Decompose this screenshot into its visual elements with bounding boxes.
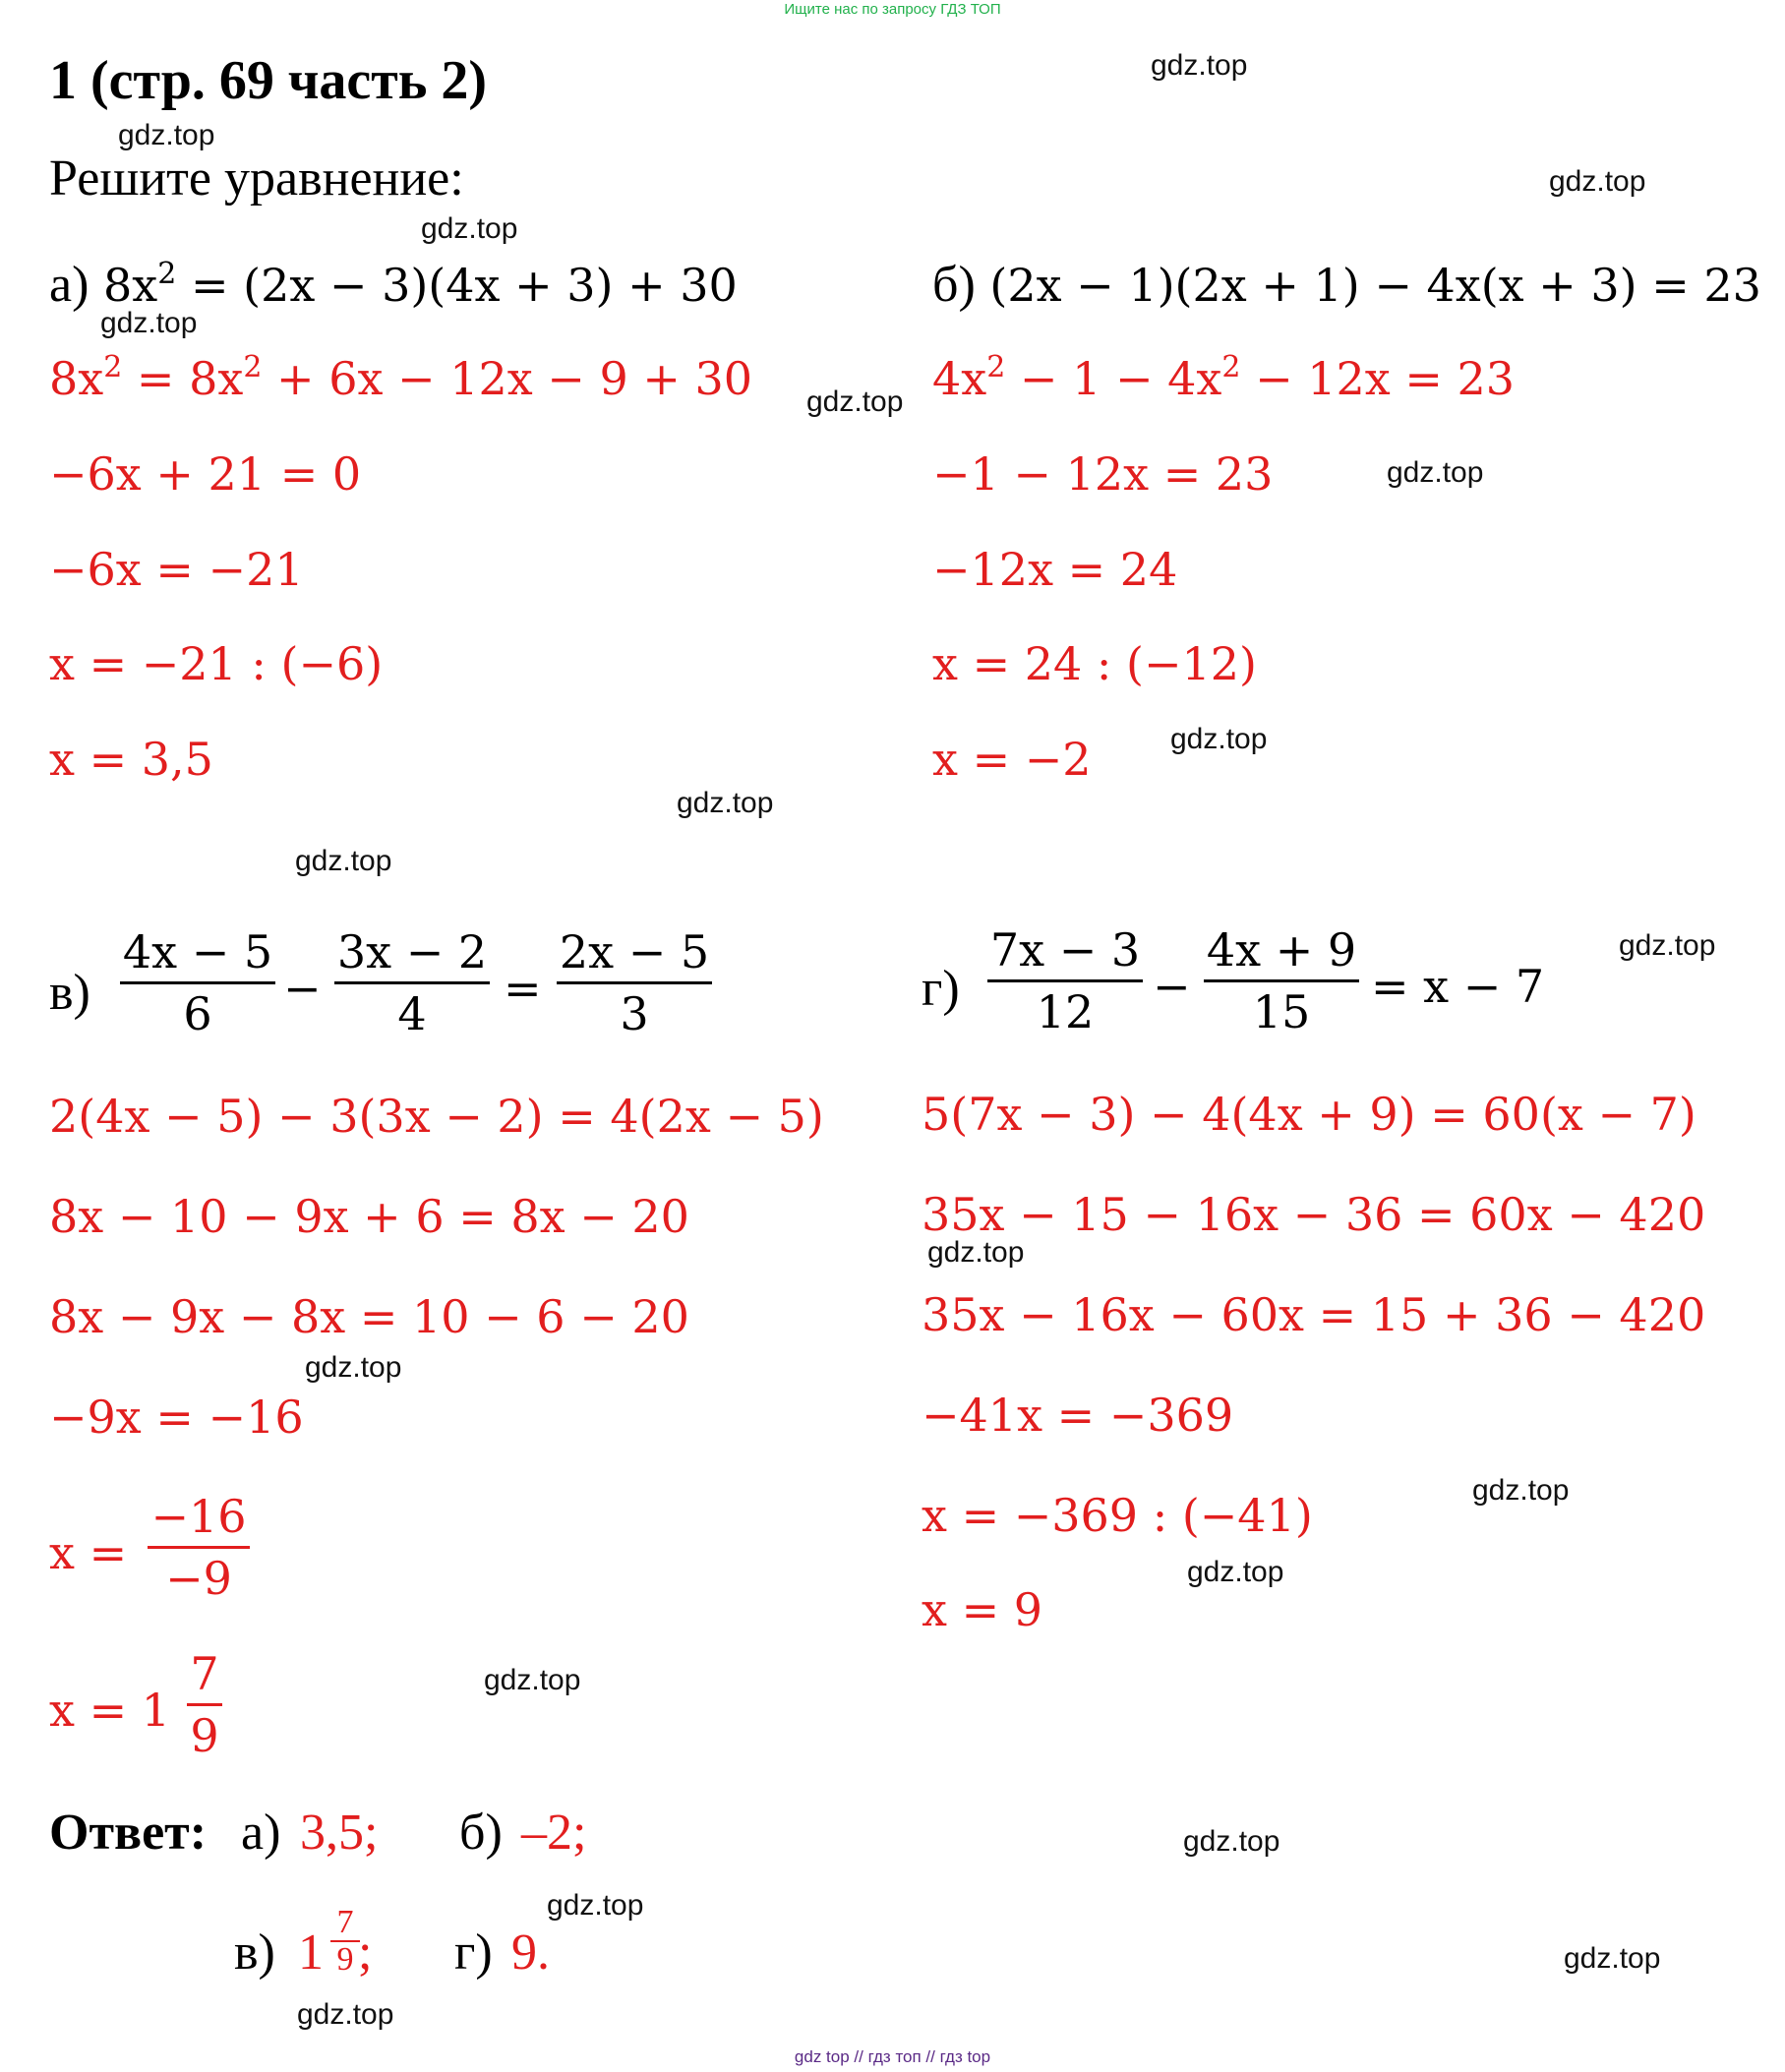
watermark: gdz.top — [1187, 1556, 1284, 1588]
answer-a-label: а) — [241, 1805, 281, 1861]
footer-links[interactable]: gdz top // гдз топ // гдз top — [794, 2047, 991, 2066]
part-g-step-3: 35x − 16x − 60x = 15 + 36 − 420 — [922, 1288, 1706, 1341]
part-a-label: а) — [49, 257, 89, 313]
answer-g-label: г) — [454, 1924, 493, 1981]
watermark: gdz.top — [1387, 456, 1484, 489]
watermark: gdz.top — [677, 787, 774, 819]
part-b-step-5: x = −2 — [932, 733, 1092, 786]
exponent: 2 — [1221, 350, 1241, 385]
denominator: 9 — [336, 1941, 354, 1978]
part-a-step-4: x = −21 : (−6) — [49, 637, 384, 690]
part-b-step-1 — [932, 352, 1515, 405]
watermark: gdz.top — [484, 1664, 581, 1696]
watermark: gdz.top — [118, 119, 215, 151]
watermark: gdz.top — [305, 1351, 402, 1384]
part-v-step-3: 8x − 9x − 8x = 10 − 6 − 20 — [49, 1290, 689, 1343]
part-g-step-5: x = −369 : (−41) — [922, 1489, 1313, 1542]
part-v-step-1: 2(4x − 5) − 3(3x − 2) = 4(2x − 5) — [49, 1090, 824, 1143]
part-g-fraction-2 — [1204, 920, 1359, 1041]
denominator: 6 — [183, 987, 212, 1040]
watermark: gdz.top — [1619, 929, 1716, 962]
denominator: 4 — [397, 987, 427, 1040]
answer-v-label: в) — [234, 1924, 275, 1981]
part-g-step-2: 35x − 15 − 16x − 36 = 60x − 420 — [922, 1188, 1706, 1241]
answer-b-value: –2; — [521, 1805, 587, 1861]
part-g-step-1: 5(7x − 3) − 4(4x + 9) = 60(x − 7) — [922, 1088, 1696, 1141]
answer-v-whole: 1 — [298, 1924, 324, 1981]
denominator: 9 — [190, 1709, 219, 1762]
part-v-step-6-lhs: x = 1 — [49, 1684, 170, 1737]
exponent: 2 — [243, 350, 263, 385]
watermark: gdz.top — [1151, 49, 1248, 82]
step-text: + 6x − 12x − 9 + 30 — [262, 352, 753, 405]
answer-a-value: 3,5; — [300, 1805, 379, 1861]
minus-sign: − — [283, 962, 322, 1015]
task-text: Решите уравнение: — [49, 150, 464, 207]
eq-a-rhs: = (2x − 3)(4x + 3) + 30 — [176, 259, 738, 312]
watermark: gdz.top — [547, 1889, 644, 1922]
watermark: gdz.top — [297, 1998, 394, 2031]
answer-label: Ответ: — [49, 1805, 208, 1861]
part-g-rhs: = x − 7 — [1371, 960, 1545, 1013]
part-b-step-4: x = 24 : (−12) — [932, 637, 1257, 690]
numerator: 7 — [336, 1904, 354, 1940]
part-b-step-2: −1 − 12x = 23 — [932, 447, 1274, 501]
step-text: 4x — [932, 352, 987, 405]
part-a-step-1 — [49, 352, 752, 405]
numerator: 7 — [190, 1647, 219, 1700]
eq-a-lhs: 8x — [103, 259, 158, 312]
part-g-label: г) — [922, 961, 960, 1017]
page-title: 1 (стр. 69 часть 2) — [49, 50, 488, 111]
part-g-fraction-1 — [987, 920, 1143, 1041]
numerator: 7x − 3 — [989, 923, 1141, 977]
part-a-step-3: −6x = −21 — [49, 543, 304, 596]
step-text: = 8x — [122, 352, 244, 405]
numerator: 4x + 9 — [1206, 923, 1357, 977]
numerator: 4x − 5 — [122, 925, 273, 978]
answer-v-fraction — [330, 1905, 360, 1978]
watermark: gdz.top — [1183, 1825, 1280, 1858]
part-v-step-6-fraction — [187, 1644, 222, 1765]
step-text: − 1 − 4x — [1005, 352, 1222, 405]
step-text: − 12x = 23 — [1240, 352, 1516, 405]
part-v-fraction-3 — [557, 922, 712, 1043]
step-text: 8x — [49, 352, 104, 405]
watermark: gdz.top — [1549, 165, 1646, 198]
exponent: 2 — [103, 350, 123, 385]
eq-b: (2x − 1)(2x + 1) − 4x(x + 3) = 23 — [989, 259, 1761, 312]
denominator: −9 — [165, 1552, 232, 1605]
part-b-equation — [932, 256, 1761, 314]
watermark: gdz.top — [295, 845, 392, 877]
watermark: gdz.top — [1472, 1474, 1570, 1507]
numerator: 2x − 5 — [559, 925, 710, 978]
part-b-step-3: −12x = 24 — [932, 543, 1178, 596]
minus-sign: − — [1153, 960, 1191, 1013]
answer-b-label: б) — [459, 1805, 503, 1861]
part-v-fraction-2 — [334, 922, 490, 1043]
answer-v-semicolon: ; — [358, 1924, 373, 1981]
part-a-step-5: x = 3,5 — [49, 733, 213, 786]
watermark: gdz.top — [421, 212, 518, 245]
part-a-step-2: −6x + 21 = 0 — [49, 447, 362, 501]
part-g-step-6: x = 9 — [922, 1583, 1042, 1636]
top-ad-text[interactable]: Ищите нас по запросу ГДЗ ТОП — [784, 1, 1001, 18]
exponent: 2 — [986, 350, 1006, 385]
denominator: 3 — [620, 987, 649, 1040]
equals-sign: = — [504, 962, 542, 1015]
watermark: gdz.top — [100, 307, 198, 339]
numerator: 3x − 2 — [336, 925, 488, 978]
denominator: 12 — [1036, 985, 1095, 1038]
numerator: −16 — [150, 1490, 247, 1543]
part-v-label: в) — [49, 965, 90, 1021]
watermark: gdz.top — [1564, 1942, 1661, 1975]
watermark: gdz.top — [927, 1236, 1025, 1269]
part-v-step-2: 8x − 10 − 9x + 6 = 8x − 20 — [49, 1190, 689, 1243]
part-b-label: б) — [932, 257, 976, 313]
part-a-equation — [49, 256, 738, 314]
watermark: gdz.top — [806, 385, 904, 418]
denominator: 15 — [1252, 985, 1311, 1038]
answer-g-value: 9. — [511, 1924, 550, 1981]
part-g-step-4: −41x = −369 — [922, 1389, 1234, 1442]
part-v-fraction-1 — [120, 922, 275, 1043]
part-v-step-4: −9x = −16 — [49, 1391, 304, 1444]
exponent: 2 — [157, 257, 177, 291]
watermark: gdz.top — [1170, 723, 1268, 755]
part-v-step-5-lhs: x = — [49, 1526, 128, 1579]
part-v-step-5-fraction — [148, 1487, 250, 1608]
